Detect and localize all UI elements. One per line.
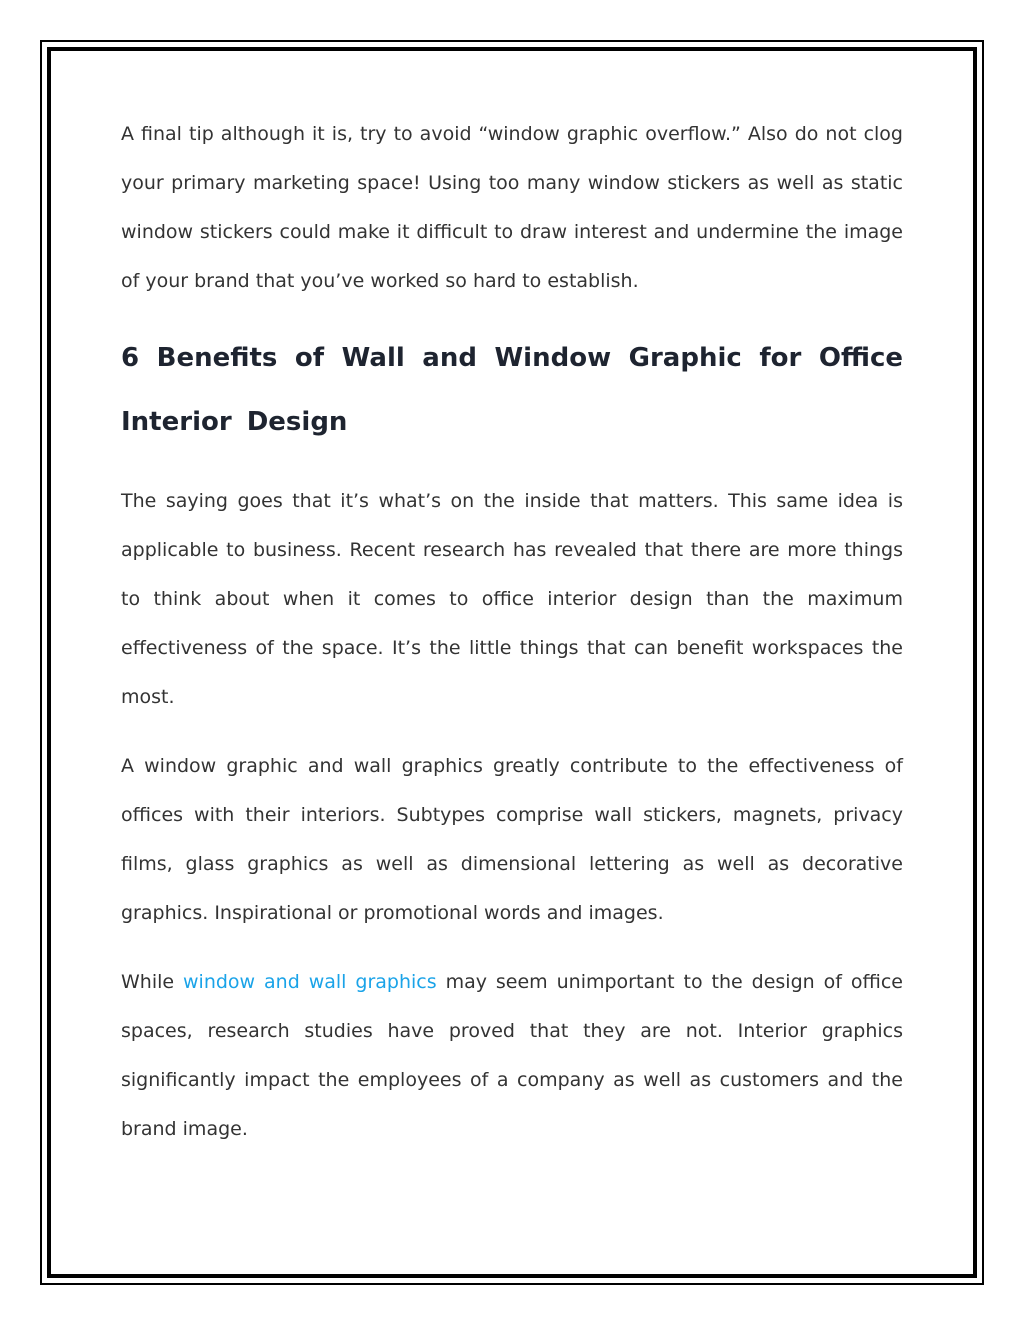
section-heading: 6 Benefits of Wall and Window Graphic for Office Interior Design [121,343,903,437]
paragraph-inside-matters: The saying goes that it’s what’s on the inside that matters. This same idea is applicable to business. Recent research has revealed that there are more things to think about when it comes to office interior design than the maximum effectiveness of the space. It’s the little things that can benefit workspaces the most. [121,490,903,708]
paragraph-graphic-types: A window graphic and wall graphics greatly contribute to the effectiveness of offices with their interiors. Subtypes comprise wall stickers, magnets, privacy films, glass graphics as well as dimensional lettering as well as decorative graphics. Inspirational or promotional words and images. [121,755,903,924]
intro-paragraph: A final tip although it is, try to avoid “window graphic overflow.” Also do not clog your primary marketing space! Using too many window stickers as well as static window stickers could make it difficult to draw interest and undermine the image of your brand that you’ve worked so hard to establish. [121,123,903,292]
paragraph-impact-rest: may seem unimportant to the design of office spaces, research studies have proved that they are not. Interior graphics significantly impact the employees of a company as well as customers and the brand image. [121,971,903,1140]
paragraph-impact [121,958,903,1154]
window-wall-graphics-link[interactable]: window and wall graphics [183,971,437,993]
document-content [121,110,903,1174]
paragraph-impact-lead: While [121,971,184,993]
